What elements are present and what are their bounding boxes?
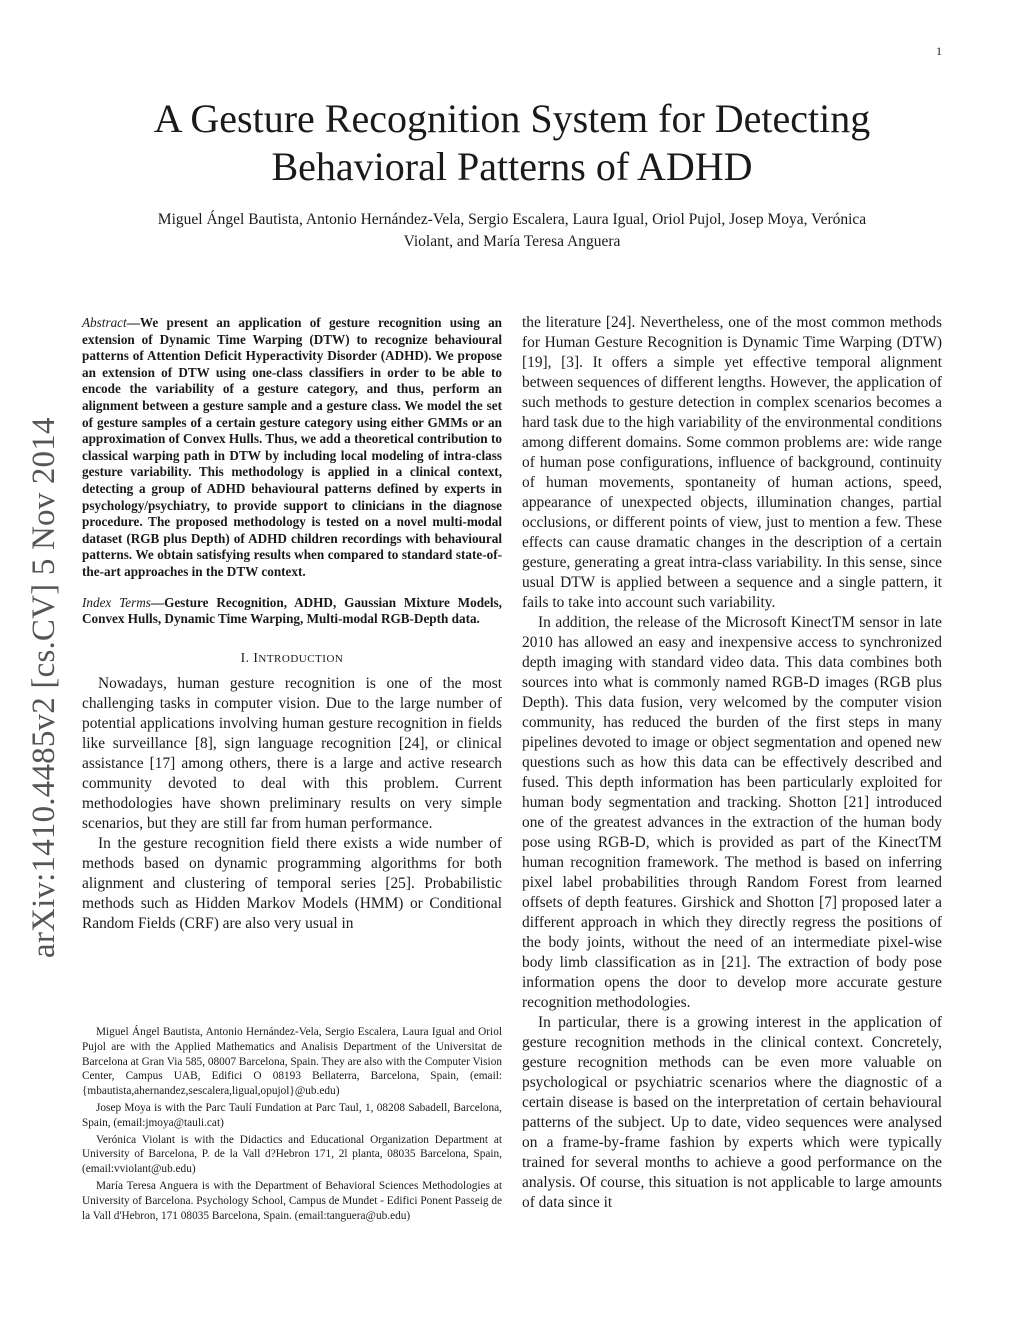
title-line-2: Behavioral Patterns of ADHD [271, 144, 753, 189]
title-line-1: A Gesture Recognition System for Detecting [153, 96, 871, 141]
abstract [82, 315, 502, 581]
authors-line-1: Miguel Ángel Bautista, Antonio Hernández-Vela, Sergio Escalera, Laura Igual, Oriol Pujol, Josep Moya, Verónica [157, 211, 867, 228]
index-terms [82, 595, 502, 628]
right-paragraph-1: the literature [24]. Nevertheless, one of the most common methods for Human Gesture Recognition is Dynamic Time Warping (DTW) [19], [3]. It offers a simple yet effective temporal alignment between sequences of different lengths. However, the application of such methods to gesture detection in complex scenarios becomes a hard task due to the high variability of the environmental conditions among different domains. Some common problems are: wide range of human pose configurations, influence of background, continuity of human movements, spontaneity of human actions, speed, appearance of unexpected objects, illumination changes, partial occlusions, or different points of view, just to mention a few. These effects can cause dramatic changes in the description of a certain gesture, generating a great intra-class variability. In this sense, since usual DTW is applied between a sequence and a single pattern, it fails to take into account such variability. [522, 314, 942, 611]
author-list [82, 209, 942, 253]
right-column [522, 313, 942, 1213]
section-title-rest: NTRODUCTION [258, 652, 344, 665]
intro-paragraph-2: In the gesture recognition field there exists a wide number of methods based on dynamic programming algorithms for both alignment and clustering of temporal series [25]. Probabilistic methods such as Hidden Markov Models (HMM) or Conditional Random Fields (CRF) are also very usual in [82, 834, 502, 932]
right-paragraph-3: In particular, there is a growing interest in the application of gesture recognition methods in the clinical context. Concretely, gesture recognition methods can be even more valuable on psychological or psychiatric scenarios where the diagnostic of a certain disease is based on the interpretation of certain behavioural patterns of the subject. Up to date, video sequences were analysed on a frame-by-frame fashion by experts which were typically trained for several months to achieve a good performance on the analysis. Of course, this situation is not applicable to large amounts of data since it [522, 1014, 942, 1211]
footnote-1: Miguel Ángel Bautista, Antonio Hernández-Vela, Sergio Escalera, Laura Igual and Oriol Pujol are with the Applied Mathematics and Analisis Department of the Universitat de Barcelona at Gran Via 585, 08007 Barcelona, Spain. They are also with the Computer Vision Center, Campus UAB, Edifici O 08193 Bellaterra, Barcelona, Spain, (email: {mbautista,ahernandez,sescalera,ligual,opujol}@ub.edu) [82, 1026, 502, 1098]
left-column [82, 315, 502, 934]
footnote-4: María Teresa Anguera is with the Department of Behavioral Sciences Methodologies at University of Barcelona. Psychology School, Campus de Mundet - Edifici Ponent Passeig de la Vall d'Hebron, 171 08035 Barcelona, Spain. (email:tanguera@ub.edu) [82, 1179, 502, 1222]
index-terms-label: Index Terms [82, 594, 151, 610]
title-block [82, 95, 942, 253]
index-terms-text: —Gesture Recognition, ADHD, Gaussian Mixture Models, Convex Hulls, Dynamic Time Warping, Multi-modal RGB-Depth data. [82, 594, 502, 627]
abstract-text: —We present an application of gesture recognition using an extension of Dynamic Time Warping (DTW) to recognize behavioural patterns of Attention Deficit Hyperactivity Disorder (ADHD). We propose an extension of DTW using one-class classifiers in order to be able to encode the variability of a gesture category, and thus, perform an alignment between a gesture sample and a gesture class. We model the set of gesture samples of a certain gesture category using either GMMs or an approximation of Convex Hulls. Thus, we add a theoretical contribution to classical warping path in DTW by including local modeling of intra-class gesture variability. This methodology is applied in a clinical context, detecting a group of ADHD behavioural patterns defined by experts in psychology/psychiatry, to provide support to clinicians in the diagnose procedure. The proposed methodology is tested on a novel multi-modal dataset (RGB plus Depth) of ADHD children recordings with behavioural patterns. We obtain satisfying results when compared to standard state-of-the-art approaches in the DTW context. [82, 315, 502, 579]
authors-line-2: Violant, and María Teresa Anguera [403, 233, 621, 250]
right-paragraph-2: In addition, the release of the Microsoft KinectTM sensor in late 2010 has allowed an easy and inexpensive access to synchronized depth imaging with standard video data. This data combines both sources into what is commonly named RGB-D images (RGB plus Depth). This data fusion, very welcomed by the computer vision community, has reduced the burden of the first steps in many pipelines devoted to image or object segmentation and opened new questions such as how this data can be effectively described and fused. This depth information has been particularly exploited for human body segmentation and tracking. Shotton [21] introduced one of the greatest advances in the extraction of the human body pose using RGB-D, which is provided as part of the KinectTM human recognition framework. The method is based on inferring pixel label probabilities through Random Forest from learned offsets of depth features. Girshick and Shotton [7] proposed later a different approach in which they directly regress the positions of the body joints, without the need of an intermediate pixel-wise body limb classification as in [21]. The extraction of body pose information opens the door to develop more accurate gesture recognition methodologies. [522, 614, 942, 1011]
page-number: 1 [936, 44, 942, 58]
paper-title [82, 95, 942, 191]
intro-paragraph-1: Nowadays, human gesture recognition is one of the most challenging tasks in computer vision. Due to the large number of potential applications involving human gesture recognition in fields like surveillance [8], sign language recognition [24], or clinical assistance [17] among others, there is a large and active research community devoted to deal with this problem. Current methodologies have shown preliminary results on very simple scenarios, but they are still far from human performance. [82, 674, 502, 832]
abstract-label: Abstract [82, 315, 127, 330]
section-heading-introduction [82, 650, 502, 666]
section-number: I. I [240, 649, 259, 665]
author-footnotes [82, 1025, 502, 1225]
footnote-2: Josep Moya is with the Parc Taulí Fundation at Parc Taul, 1, 08208 Sabadell, Barcelona, Spain, (email:jmoya@tauli.cat) [82, 1101, 502, 1129]
arxiv-identifier: arXiv:1410.4485v2 [cs.CV] 5 Nov 2014 [26, 417, 62, 958]
footnote-3: Verónica Violant is with the Didactics and Educational Organization Department at University of Barcelona, P. de la Vall d?Hebron 171, 2l planta, 08035 Barcelona, Spain, (email:vviolant@ub.edu) [82, 1133, 502, 1176]
